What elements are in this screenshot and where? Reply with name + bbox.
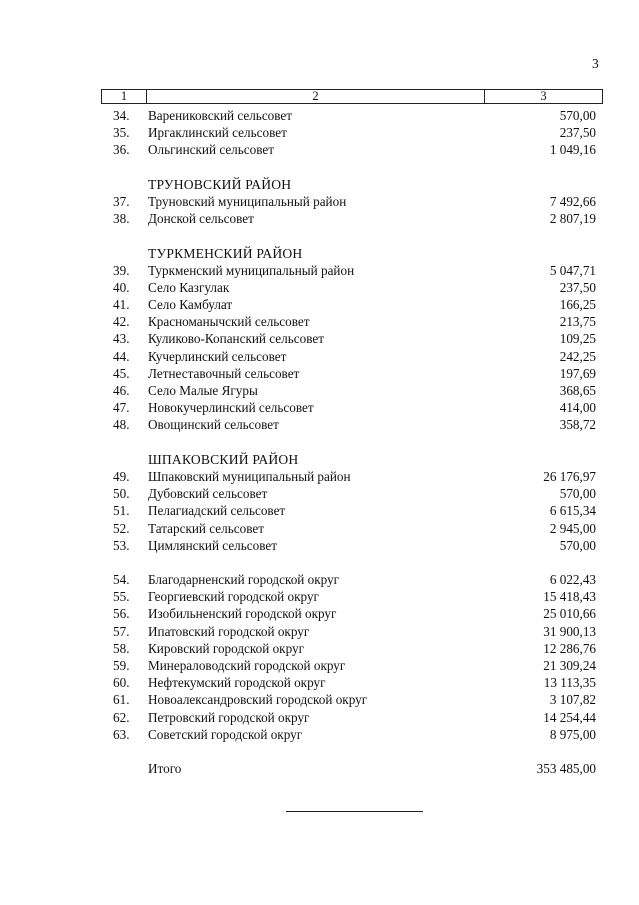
row-number: 47. [113,400,130,416]
row-name: Новоалександровский городской округ [148,692,368,708]
table-row [0,416,639,433]
row-number: 58. [113,640,130,656]
row-value: 3 107,82 [549,692,596,708]
header-col-1: 1 [102,90,147,103]
row-value: 15 418,43 [543,589,596,605]
row-number: 57. [113,623,130,639]
district-heading: ТРУНОВСКИЙ РАЙОН [148,176,292,192]
table-row [0,141,639,158]
row-name: Дубовский сельсовет [148,486,268,502]
row-name: Нефтекумский городской округ [148,675,326,691]
row-name: Куликово-Копанский сельсовет [148,331,324,347]
table-row [0,537,639,554]
row-name: Георгиевский городской округ [148,589,319,605]
row-value: 237,50 [559,125,596,141]
row-name: Новокучерлинский сельсовет [148,400,314,416]
row-value: 26 176,97 [543,468,596,484]
row-number: 37. [113,193,130,209]
row-value: 166,25 [559,297,596,313]
row-number: 59. [113,658,130,673]
table-row [0,623,639,640]
row-number: 50. [113,486,130,502]
row-name: Туркменский муниципальный район [148,262,355,278]
table-row [0,588,639,605]
district-heading-row [0,451,639,468]
table-row [0,399,639,416]
row-name: Ипатовский городской округ [148,623,310,639]
row-name: Советский городской округ [148,726,303,742]
row-name: Летнеставочный сельсовет [148,365,300,381]
row-number: 40. [113,279,130,295]
row-value: 358,72 [559,417,596,433]
table-row [0,726,639,743]
page-number: 3 [592,56,599,71]
table-row [0,193,639,210]
row-number: 55. [113,589,130,605]
row-number: 61. [113,692,130,708]
row-value: 570,00 [559,486,596,502]
row-name: Кировский городской округ [148,640,305,656]
row-value: 6 615,34 [549,503,596,519]
table-row [0,330,639,347]
row-number: 62. [113,709,130,725]
row-value: 8 975,00 [549,726,596,742]
row-number: 43. [113,331,130,347]
signature-line [286,811,423,812]
row-name: Варениковский сельсовет [148,108,293,123]
table-row [0,468,639,485]
row-value: 368,65 [559,383,596,398]
table-row [0,520,639,537]
row-value: 13 113,35 [543,675,596,691]
row-number: 46. [113,383,130,398]
table-row [0,485,639,502]
row-name: Село Казгулак [148,279,230,295]
row-name: Цимлянский сельсовет [148,537,277,553]
row-number: 36. [113,142,130,158]
row-value: 570,00 [559,108,596,123]
row-value: 7 492,66 [549,193,596,209]
row-number: 49. [113,468,130,484]
group-spacer [0,554,639,571]
row-name: Ольгинский сельсовет [148,142,274,158]
row-value: 31 900,13 [543,623,596,639]
district-heading-row [0,176,639,193]
table-row [0,691,639,708]
row-name: Красноманычский сельсовет [148,314,310,330]
row-number: 34. [113,108,130,123]
table-row [0,605,639,622]
row-name: Татарский сельсовет [148,520,264,536]
total-value: 353 485,00 [536,761,596,777]
row-value: 21 309,24 [543,658,596,673]
table-row [0,709,639,726]
table-row [0,262,639,279]
row-number: 41. [113,297,130,313]
header-col-2: 2 [147,90,485,103]
district-heading-row [0,245,639,262]
header-col-3: 3 [540,89,547,104]
row-value: 25 010,66 [543,606,596,622]
row-name: Петровский городской округ [148,709,310,725]
row-name: Овощинский сельсовет [148,417,279,433]
row-number: 48. [113,417,130,433]
table-row [0,502,639,519]
row-value: 237,50 [559,279,596,295]
table-row [0,657,639,674]
table-row [0,571,639,588]
row-value: 2 807,19 [549,211,596,227]
total-label: Итого [148,761,182,777]
row-value: 1 049,16 [549,142,596,158]
row-number: 39. [113,262,130,278]
row-name: Шпаковский муниципальный район [148,468,351,484]
row-number: 63. [113,726,130,742]
row-number: 56. [113,606,130,622]
row-name: Село Малые Ягуры [148,383,258,398]
table-row [0,279,639,296]
table-row [0,640,639,657]
row-name: Пелагиадский сельсовет [148,503,286,519]
row-name: Село Камбулат [148,297,233,313]
row-name: Кучерлинский сельсовет [148,348,287,364]
row-name: Благодарненский городской округ [148,572,340,588]
total-row [0,760,639,777]
group-spacer [0,434,639,451]
table-header [101,89,603,104]
row-number: 38. [113,211,130,227]
row-value: 570,00 [559,537,596,553]
row-value: 414,00 [559,400,596,416]
table-row [0,674,639,691]
row-name: Минераловодский городской округ [148,658,346,673]
row-number: 60. [113,675,130,691]
row-value: 14 254,44 [543,709,596,725]
row-number: 45. [113,365,130,381]
row-value: 109,25 [559,331,596,347]
row-number: 52. [113,520,130,536]
row-value: 2 945,00 [549,520,596,536]
row-name: Донской сельсовет [148,211,254,227]
row-name: Труновский муниципальный район [148,193,347,209]
group-spacer [0,227,639,244]
row-value: 197,69 [559,365,596,381]
district-heading: ШПАКОВСКИЙ РАЙОН [148,451,299,467]
row-value: 242,25 [559,348,596,364]
table-row [0,313,639,330]
row-name: Изобильненский городской округ [148,606,337,622]
row-value: 12 286,76 [543,640,596,656]
table-row [0,296,639,313]
group-spacer [0,159,639,176]
row-number: 53. [113,537,130,553]
table-row [0,382,639,399]
row-number: 51. [113,503,130,519]
table-row [0,107,639,124]
row-number: 54. [113,572,130,588]
row-value: 5 047,71 [549,262,596,278]
table-row [0,124,639,141]
row-number: 42. [113,314,130,330]
table-row [0,210,639,227]
row-number: 44. [113,348,130,364]
row-name: Иргаклинский сельсовет [148,125,287,141]
row-value: 6 022,43 [549,572,596,588]
table-body [0,107,639,777]
row-value: 213,75 [559,314,596,330]
row-number: 35. [113,125,130,141]
table-row [0,365,639,382]
table-row [0,348,639,365]
district-heading: ТУРКМЕНСКИЙ РАЙОН [148,245,303,261]
